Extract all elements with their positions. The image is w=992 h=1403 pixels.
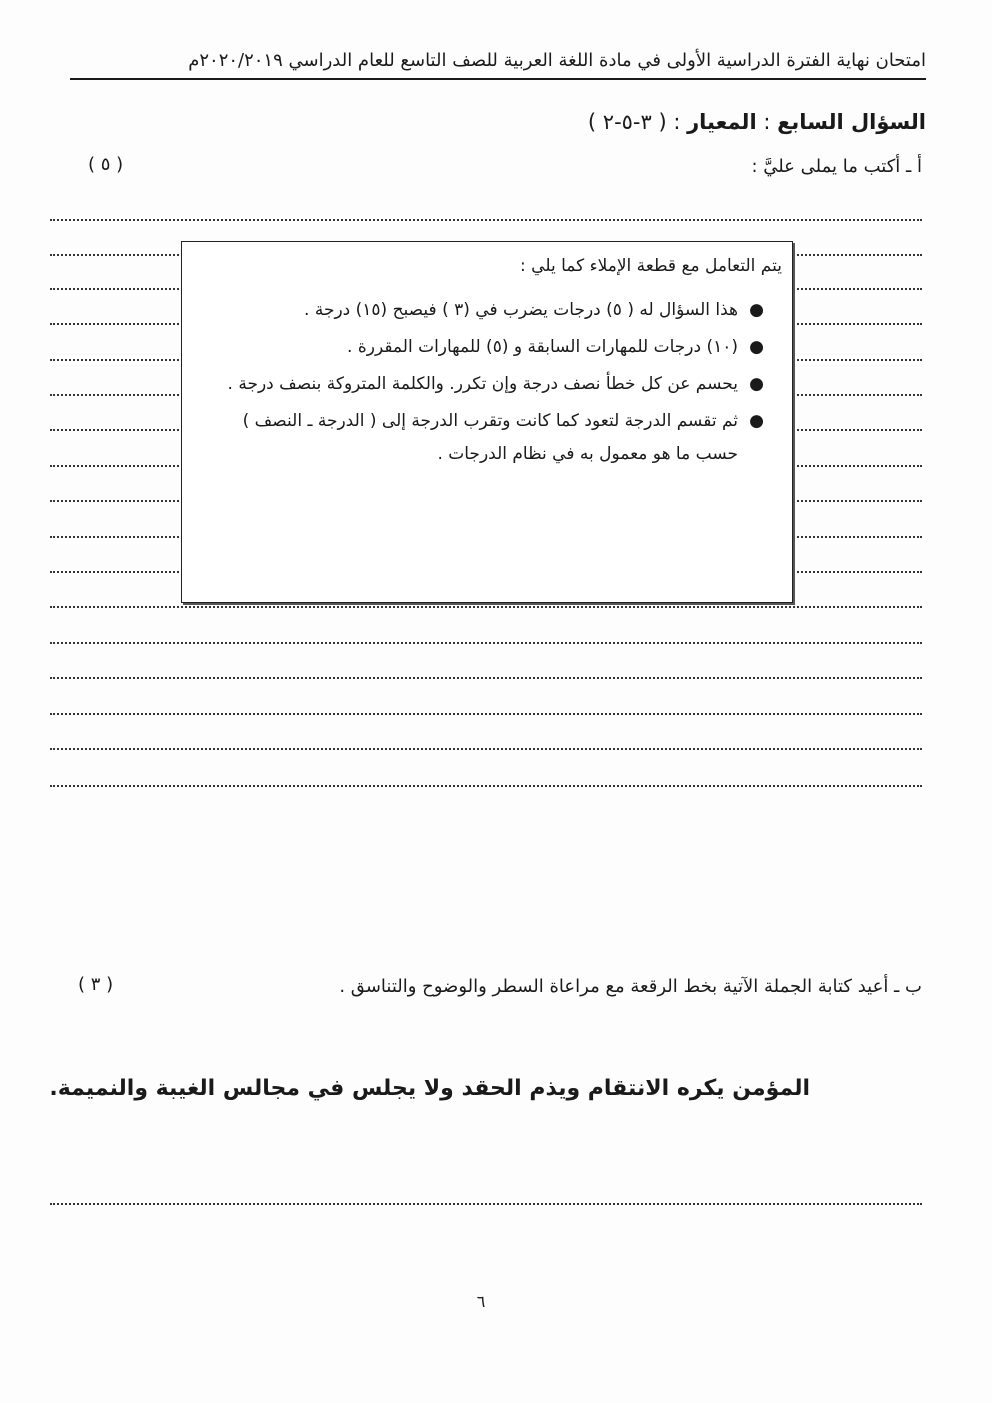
writing-line[interactable] (50, 748, 922, 750)
bullet-icon: ● (749, 337, 764, 357)
grading-rules-list (212, 294, 782, 471)
bullet-icon: ● (749, 300, 764, 320)
writing-line[interactable] (50, 785, 922, 787)
grading-rule (212, 294, 764, 327)
exam-header-title: امتحان نهاية الفترة الدراسية الأولى في مادة اللغة العربية للصف التاسع للعام الدراسي ٢٠٢٠/٢٠١٩م (188, 50, 926, 71)
writing-line[interactable] (50, 713, 922, 715)
grading-rule-text: ثم تقسم الدرجة لتعود كما كانت وتقرب الدرجة إلى ( الدرجة ـ النصف ) حسب ما هو معمول به في نظام الدرجات . (242, 411, 738, 464)
grading-box-title: يتم التعامل مع قطعة الإملاء كما يلي : (520, 256, 782, 276)
part-a-score: ( ٥ ) (88, 154, 124, 175)
writing-line[interactable] (50, 677, 922, 679)
question-number: السؤال السابع (777, 110, 926, 134)
grading-rule-text: هذا السؤال له ( ٥) درجات يضرب في (٣ ) فيصبح (١٥) درجة . (304, 300, 738, 320)
writing-line[interactable] (50, 606, 922, 608)
part-b-score: ( ٣ ) (78, 974, 114, 995)
bullet-icon: ● (749, 411, 764, 431)
grading-instructions-box (181, 241, 793, 603)
question-separator: : (756, 110, 778, 134)
criterion-label: المعيار (687, 110, 757, 134)
header-divider (70, 78, 926, 80)
grading-rule (212, 405, 764, 471)
model-sentence: المؤمن يكره الانتقام ويذم الحقد ولا يجلس في مجالس الغيبة والنميمة. (49, 1076, 810, 1101)
bullet-icon: ● (749, 374, 764, 394)
grading-rule-text: (١٠) درجات للمهارات السابقة و (٥) للمهارات المقررة . (347, 337, 738, 357)
grading-rule (212, 368, 764, 401)
part-b-instruction: ب ـ أعيد كتابة الجملة الآتية بخط الرقعة مع مراعاة السطر والوضوح والتناسق . (339, 976, 922, 997)
handwriting-answer-line[interactable] (50, 1203, 922, 1205)
question-title (588, 110, 926, 134)
grading-rule (212, 331, 764, 364)
criterion-value: : ( ٣-٥-٢ ) (587, 110, 688, 134)
writing-line[interactable] (50, 642, 922, 644)
writing-line[interactable] (50, 219, 922, 221)
grading-rule-text: يحسم عن كل خطأ نصف درجة وإن تكرر. والكلمة المتروكة بنصف درجة . (227, 374, 738, 394)
part-a-instruction: أ ـ أكتب ما يملى عليَّ : (751, 156, 922, 177)
page-number: ٦ (476, 1292, 486, 1311)
